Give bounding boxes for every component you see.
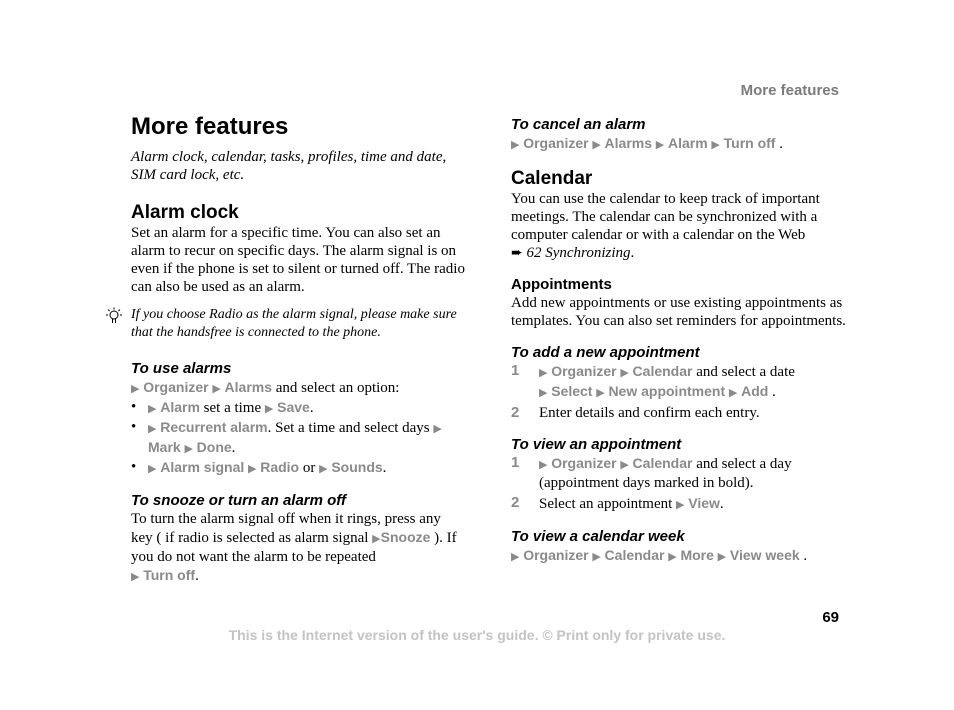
cancel-alarm-heading: To cancel an alarm (511, 116, 646, 133)
step-item (511, 494, 846, 514)
left-column (131, 112, 466, 586)
right-triangle-icon: ▶ (592, 550, 601, 563)
right-triangle-icon: ▶ (248, 462, 257, 475)
view-week-heading: To view a calendar week (511, 528, 685, 545)
view-appointment-heading: To view an appointment (511, 436, 682, 453)
step-text: ▶ Organizer ▶ Calendar and select a date ▶ Select ▶ New appointment ▶ Add . (539, 363, 795, 400)
right-triangle-icon: ▶ (148, 462, 157, 475)
right-triangle-icon: ▶ (711, 138, 720, 151)
right-triangle-icon: ▶ (539, 458, 548, 471)
menu-item-radio: Radio (260, 459, 300, 475)
right-triangle-icon: ▶ (676, 498, 685, 511)
list-item (131, 458, 466, 478)
xref-synchronizing: 62 Synchronizing (526, 245, 631, 261)
alarm-clock-heading: Alarm clock (131, 202, 239, 223)
list-item-text: ▶ Alarm signal ▶ Radio or ▶ Sounds. (148, 459, 387, 476)
snooze-heading: To snooze or turn an alarm off (131, 492, 347, 509)
running-head: More features (740, 82, 839, 99)
pointing-arrow-icon: ➨ (511, 245, 523, 261)
menu-item-organizer: Organizer (523, 547, 589, 563)
snooze-text-2: ). If you do not want the alarm to be repeated (131, 530, 457, 565)
calendar-heading: Calendar (511, 168, 593, 189)
menu-item-alarm: Alarm (160, 399, 200, 415)
right-triangle-icon: ▶ (511, 138, 520, 151)
right-triangle-icon: ▶ (184, 442, 193, 455)
menu-item-turn-off: Turn off (723, 135, 776, 151)
right-triangle-icon: ▶ (148, 402, 157, 415)
step-number: 1 (511, 454, 520, 471)
menu-item-more: More (680, 547, 714, 563)
step-text: Enter details and confirm each entry. (539, 405, 760, 421)
menu-item-calendar: Calendar (632, 363, 693, 379)
page-title: More features (131, 113, 289, 140)
menu-item-done: Done (196, 439, 232, 455)
snooze-body: To turn the alarm signal off when it rings, press any key ( if radio is selected as alarm signal ▶Snooze ). If you do not want the alarm to be repeated ▶ Turn off. (131, 511, 457, 584)
tip-note (131, 306, 466, 342)
menu-item-sounds: Sounds (331, 459, 383, 475)
cancel-alarm-path: ▶ Organizer ▶ Alarms ▶ Alarm ▶ Turn off . (511, 135, 783, 152)
right-triangle-icon: ▶ (592, 138, 601, 151)
right-triangle-icon: ▶ (728, 386, 738, 399)
menu-item-alarms: Alarms (604, 135, 653, 151)
menu-item-alarm-signal: Alarm signal (160, 459, 245, 475)
right-triangle-icon: ▶ (264, 402, 274, 415)
right-triangle-icon: ▶ (596, 386, 605, 399)
right-triangle-icon: ▶ (655, 138, 665, 151)
path-suffix: and select an option: (275, 380, 400, 396)
menu-item-save: Save (277, 399, 310, 415)
menu-item-calendar: Calendar (604, 547, 665, 563)
tip-text: If you choose Radio as the alarm signal, please make sure that the handsfree is connected to the phone. (131, 307, 457, 340)
step-text: ▶ Organizer ▶ Calendar and select a day (appointment days marked in bold). (539, 455, 792, 491)
menu-item-turn-off: Turn off (143, 567, 196, 583)
step-text: Select an appointment ▶ View. (539, 495, 724, 512)
menu-item-view-week: View week (729, 547, 800, 563)
menu-item-calendar: Calendar (632, 455, 693, 471)
right-column (511, 116, 846, 566)
right-triangle-icon: ▶ (131, 382, 140, 395)
calendar-text: You can use the calendar to keep track of important meetings. The calendar can be synchronized with a computer calendar or with a calendar on the Web (511, 191, 820, 243)
use-alarms-heading: To use alarms (131, 360, 232, 377)
menu-item-organizer: Organizer (143, 379, 209, 395)
list-item-text: ▶ Alarm set a time ▶ Save. (148, 399, 314, 416)
menu-item-add: Add (741, 383, 769, 399)
use-alarms-path (131, 378, 466, 398)
menu-item-organizer: Organizer (551, 363, 617, 379)
footer-notice: This is the Internet version of the user's guide. © Print only for private use. (228, 627, 726, 643)
menu-item-select: Select (551, 383, 593, 399)
menu-item-recurrent-alarm: Recurrent alarm (160, 419, 268, 435)
menu-item-alarms: Alarms (224, 379, 273, 395)
right-triangle-icon: ▶ (319, 462, 328, 475)
right-triangle-icon: ▶ (433, 422, 442, 435)
add-appointment-heading: To add a new appointment (511, 344, 700, 361)
step-item (511, 454, 846, 492)
right-triangle-icon: ▶ (620, 366, 629, 379)
page-number: 69 (822, 609, 839, 626)
right-triangle-icon: ▶ (620, 458, 629, 471)
step-item (511, 404, 846, 422)
right-triangle-icon: ▶ (539, 386, 548, 399)
step-number: 2 (511, 404, 520, 421)
bullet-dot-icon: • (131, 399, 137, 415)
snooze-text-1: To turn the alarm signal off when it rings, press any key ( if radio is selected as alarm signal (131, 511, 441, 546)
list-item-text: ▶ Recurrent alarm. Set a time and select days ▶ Mark ▶ Done. (148, 419, 442, 456)
menu-item-organizer: Organizer (551, 455, 617, 471)
right-triangle-icon: ▶ (148, 422, 157, 435)
menu-item-mark: Mark (148, 439, 181, 455)
right-triangle-icon: ▶ (668, 550, 677, 563)
alarm-options-list (131, 398, 466, 478)
calendar-body: You can use the calendar to keep track of important meetings. The calendar can be synchronized with a computer calendar or with a calendar on the Web ➨ 62 Synchronizing. (511, 191, 820, 261)
bullet-dot-icon: • (131, 419, 137, 435)
appointments-body: Add new appointments or use existing appointments as templates. You can also set reminders for appointments. (511, 295, 846, 329)
list-item (131, 398, 466, 418)
menu-item-organizer: Organizer (523, 135, 589, 151)
menu-item-snooze: Snooze (380, 529, 431, 545)
appointments-heading: Appointments (511, 276, 612, 293)
step-item (511, 362, 846, 402)
right-triangle-icon: ▶ (372, 532, 381, 545)
right-triangle-icon: ▶ (131, 570, 140, 583)
list-item (131, 418, 466, 458)
alarm-clock-body: Set an alarm for a specific time. You can also set an alarm to recur on specific days. The alarm signal is on even if the phone is set to silent or turned off. The radio can also be used as an alarm. (131, 225, 465, 295)
menu-item-view: View (688, 495, 720, 511)
right-triangle-icon: ▶ (539, 366, 548, 379)
step-number: 1 (511, 362, 520, 379)
lightbulb-icon (105, 307, 123, 325)
bullet-dot-icon: • (131, 459, 137, 475)
right-triangle-icon: ▶ (511, 550, 520, 563)
right-triangle-icon: ▶ (717, 550, 727, 563)
step-number: 2 (511, 494, 520, 511)
intro-text: Alarm clock, calendar, tasks, profiles, time and date, SIM card lock, etc. (131, 149, 447, 183)
menu-item-new-appointment: New appointment (608, 383, 726, 399)
right-triangle-icon: ▶ (212, 382, 221, 395)
view-week-path: ▶ Organizer ▶ Calendar ▶ More ▶ View week . (511, 547, 808, 564)
menu-item-alarm: Alarm (667, 135, 708, 151)
